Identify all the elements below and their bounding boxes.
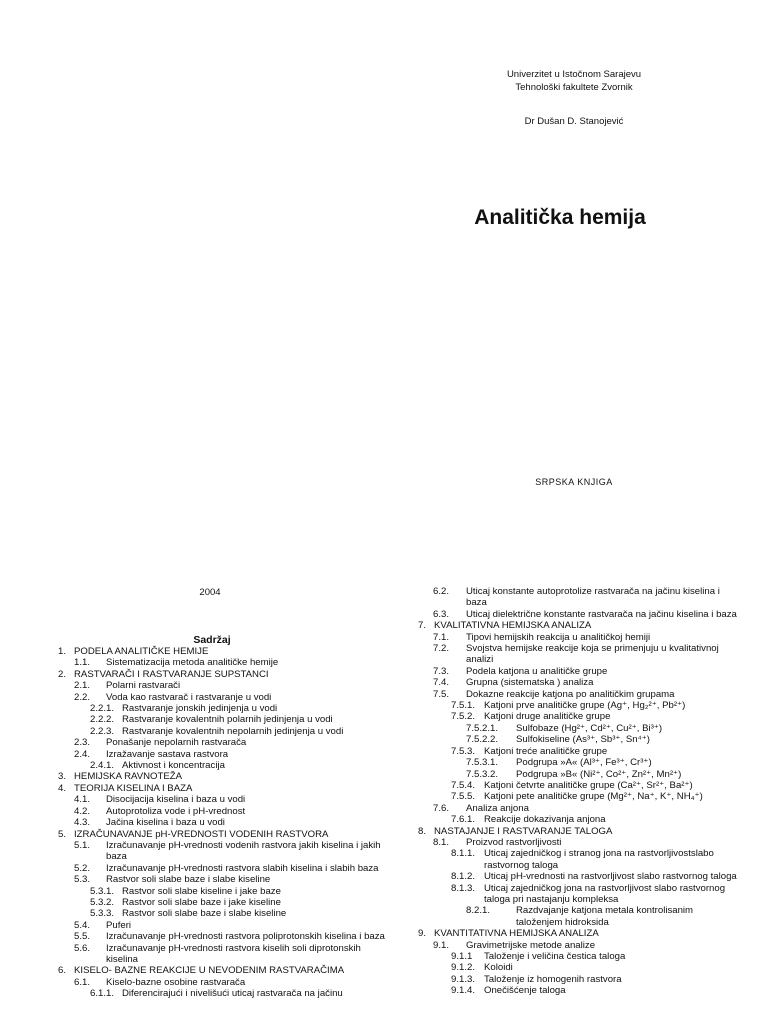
toc-entry-number: 6.3.: [433, 608, 450, 620]
toc-entry-title: Diferencirajući i nivelišući uticaj rastvarača na jačinu: [122, 988, 343, 1000]
toc-entry-title: KISELO- BAZNE REAKCIJE U NEVODENIM RASTVARAČIMA: [74, 965, 345, 977]
toc-entry-title: Izračunavanje pH-vrednosti vodenih rastvora jakih kiselina i jakih baza: [106, 839, 381, 863]
publisher-name: SRPSKA KNJIGA: [535, 477, 613, 487]
toc-entry-number: 9.1.: [433, 939, 450, 951]
toc-entry: [418, 780, 740, 791]
toc-entry-title: IZRAČUNAVANJE pH-VREDNOSTI VODENIH RASTVORA: [74, 828, 329, 840]
toc-entry-number: 2.2.3.: [90, 725, 115, 737]
toc-entry-number: 2.3.: [74, 737, 91, 749]
toc-entry: [60, 737, 390, 748]
toc-entry: [60, 794, 390, 805]
toc-entry-title: Izračunavanje pH-vrednosti rastvora poliprotonskih kiselina i baza: [106, 931, 385, 943]
toc-left-column: [60, 646, 390, 1000]
toc-entry: [418, 666, 740, 677]
toc-entry-title: Rastvaranje jonskih jedinjenja u vodi: [122, 703, 278, 715]
toc-entry: [418, 814, 740, 825]
toc-entry-title: NASTAJANJE I RASTVARANJE TALOGA: [434, 825, 613, 837]
toc-entry-number: 7.5.3.: [451, 745, 476, 757]
toc-entry: [418, 883, 740, 906]
toc-entry-number: 8.1.: [433, 836, 450, 848]
toc-entry-number: 9.1.3.: [451, 973, 476, 985]
toc-entry-number: 2.4.: [74, 748, 91, 760]
toc-entry-number: 2.2.2.: [90, 714, 115, 726]
toc-entry-title: Sulfokiseline (As³⁺, Sb³⁺, Sn⁴⁺): [516, 734, 650, 746]
toc-entry-title: Razdvajanje katjona metala kontrolisanim taloženjem hidroksida: [516, 905, 694, 928]
toc-entry-title: Katjoni pete analitičke grupe (Mg²⁺, Na⁺, K⁺, NH₄⁺): [484, 791, 703, 803]
toc-entry-title: Podela katjona u analitičke grupe: [466, 665, 608, 677]
toc-entry-number: 6.1.: [74, 976, 91, 988]
toc-entry-number: 5.3.: [74, 874, 91, 886]
book-title: Analitička hemija: [474, 206, 646, 229]
toc-entry: [60, 771, 390, 782]
toc-entry-number: 5.2.: [74, 862, 91, 874]
toc-entry: [418, 609, 740, 620]
toc-entry-title: Proizvod rastvorljivosti: [466, 836, 562, 848]
toc-entry-number: 1.: [58, 646, 67, 657]
toc-entry: [418, 791, 740, 802]
toc-entry: [418, 803, 740, 814]
toc-entry-title: Uticaj zajedničkog jona na rastvorljivost slabo rastvornog taloga pri nastajanju kompleksa: [484, 882, 726, 905]
toc-heading: Sadržaj: [193, 634, 231, 646]
toc-entry-number: 5.1.: [74, 839, 91, 851]
toc-entry: [418, 586, 740, 609]
toc-entry-number: 2.2.1.: [90, 703, 115, 715]
author-name: Dr Dušan D. Stanojević: [524, 116, 624, 127]
toc-entry-title: Onečišćenje taloga: [484, 985, 566, 997]
toc-entry-title: Ponašanje nepolarnih rastvarača: [106, 737, 247, 749]
toc-entry-number: 7.5.2.1.: [466, 722, 499, 734]
toc-entry: [418, 905, 740, 928]
faculty-name: Tehnološki fakultete Zvornik: [515, 82, 633, 93]
toc-entry-number: 7.5.3.1.: [466, 757, 499, 769]
toc-entry-title: Podgrupa »B« (Ni²⁺, Co²⁺, Zn²⁺, Mn²⁺): [516, 768, 682, 780]
toc-entry-title: Katjoni treće analitičke grupe: [484, 745, 608, 757]
toc-entry-number: 9.: [418, 928, 427, 940]
toc-entry-title: Rastvor soli slabe baze i jake kiseline: [122, 896, 281, 908]
toc-entry-title: Taloženje i veličina čestica taloga: [484, 951, 626, 962]
toc-entry-number: 9.1.2.: [451, 962, 476, 974]
toc-entry-number: 5.3.3.: [90, 908, 115, 920]
toc-entry-title: Izračunavanje pH-vrednosti rastvora kiselih soli diprotonskih kiselina: [106, 942, 361, 965]
toc-entry: [60, 863, 390, 874]
toc-entry-number: 8.1.3.: [451, 882, 476, 894]
toc-entry-title: Gravimetrijske metode analize: [466, 939, 596, 951]
toc-entry-number: 4.3.: [74, 817, 91, 829]
toc-entry-title: RASTVARAČI I RASTVARANJE SUPSTANCI: [74, 668, 269, 680]
toc-entry: [60, 726, 390, 737]
toc-entry-title: Uticaj pH-vrednosti na rastvorljivost slabo rastvornog taloga: [484, 871, 737, 883]
toc-entry-number: 8.2.1.: [466, 905, 491, 917]
toc-entry: [418, 871, 740, 882]
toc-entry-title: Rastvor soli slabe baze i slabe kiseline: [122, 908, 287, 920]
toc-entry-number: 7.5.4.: [451, 779, 476, 791]
toc-entry-number: 7.5.2.2.: [466, 734, 499, 746]
toc-entry-title: Izražavanje sastava rastvora: [106, 748, 229, 760]
toc-entry: [60, 760, 390, 771]
toc-entry: [418, 677, 740, 688]
toc-entry: [60, 703, 390, 714]
toc-entry: [60, 988, 390, 999]
toc-entry-number: 2.: [58, 668, 67, 680]
toc-entry-title: TEORIJA KISELINA I BAZA: [74, 782, 193, 794]
publication-year: 2004: [199, 587, 221, 598]
toc-entry-title: Podgrupa »A« (Al³⁺, Fe³⁺, Cr³⁺): [516, 757, 652, 769]
toc-entry: [418, 837, 740, 848]
toc-entry-title: Rastvaranje kovalentnih polarnih jedinjenja u vodi: [122, 714, 333, 726]
toc-entry-title: Disocijacija kiselina i baza u vodi: [106, 794, 246, 806]
toc-entry: [418, 689, 740, 700]
toc-entry-title: Polarni rastvarači: [106, 680, 181, 692]
toc-entry-number: 7.3.: [433, 665, 450, 677]
toc-entry-title: Aktivnost i koncentracija: [122, 760, 225, 772]
toc-entry-number: 5.5.: [74, 931, 91, 943]
toc-entry: [418, 951, 740, 962]
toc-entry: [418, 632, 740, 643]
toc-entry: [60, 806, 390, 817]
toc-entry-title: Reakcije dokazivanja anjona: [484, 814, 606, 826]
toc-entry-title: Sistematizacija metoda analitičke hemije: [106, 657, 279, 669]
toc-entry-title: Katjoni prve analitičke grupe (Ag⁺, Hg₂²⁺, Pb²⁺): [484, 700, 686, 712]
toc-entry-number: 8.: [418, 825, 427, 837]
toc-entry-number: 6.: [58, 965, 67, 977]
toc-entry-title: Autoprotoliza vode i pH-vrednost: [106, 805, 246, 817]
toc-entry-number: 7.6.: [433, 802, 450, 814]
toc-entry: [60, 943, 390, 966]
toc-entry-number: 8.1.2.: [451, 871, 476, 883]
toc-entry: [60, 965, 390, 976]
toc-entry: [418, 848, 740, 871]
toc-entry-number: 6.2.: [433, 586, 450, 597]
toc-entry-title: Rastvor soli slabe kiseline i jake baze: [122, 885, 281, 897]
toc-right-column: [418, 586, 740, 997]
toc-entry-number: 7.5.3.2.: [466, 768, 499, 780]
toc-entry-title: HEMIJSKA RAVNOTEŽA: [74, 771, 183, 783]
toc-entry: [60, 920, 390, 931]
toc-entry-title: Dokazne reakcije katjona po analitičkim grupama: [466, 688, 675, 700]
toc-entry: [60, 874, 390, 885]
toc-entry-number: 7.2.: [433, 643, 450, 655]
toc-entry-number: 2.4.1.: [90, 760, 115, 772]
toc-entry: [60, 886, 390, 897]
toc-entry: [418, 940, 740, 951]
toc-entry: [60, 829, 390, 840]
toc-entry-title: Koloidi: [484, 962, 513, 974]
toc-entry: [60, 680, 390, 691]
toc-entry-number: 7.6.1.: [451, 814, 476, 826]
toc-entry-title: Kiselo-bazne osobine rastvarača: [106, 976, 246, 988]
toc-entry-number: 7.5.2.: [451, 711, 476, 723]
toc-entry: [418, 711, 740, 722]
toc-entry: [418, 700, 740, 711]
toc-entry-number: 7.: [418, 620, 427, 632]
toc-entry-number: 7.5.1.: [451, 700, 476, 712]
toc-entry: [418, 826, 740, 837]
toc-entry-number: 6.1.1.: [90, 988, 115, 1000]
toc-entry-number: 7.5.: [433, 688, 450, 700]
toc-entry-title: Tipovi hemijskih reakcija u analitičkoj hemiji: [466, 631, 651, 643]
toc-entry-title: Izračunavanje pH-vrednosti rastvora slabih kiselina i slabih baza: [106, 862, 379, 874]
toc-entry-title: Uticaj zajedničkog i stranog jona na rastvorljivostslabo rastvornog taloga: [484, 848, 714, 871]
toc-entry-title: Analiza anjona: [466, 802, 529, 814]
toc-entry-number: 7.5.5.: [451, 791, 476, 803]
toc-entry-title: Sulfobaze (Hg²⁺, Cd²⁺, Cu²⁺, Bi³⁺): [516, 722, 663, 734]
toc-entry: [60, 714, 390, 725]
toc-entry-title: Jačina kiselina i baza u vodi: [106, 817, 225, 829]
cover-institution: [190, 68, 768, 94]
toc-entry-number: 4.: [58, 782, 67, 794]
toc-entry-title: Uticaj dielektrične konstante rastvarača na jačinu kiselina i baza: [466, 608, 737, 620]
toc-entry: [418, 769, 740, 780]
toc-entry: [418, 985, 740, 996]
toc-entry-title: Uticaj konstante autoprotolize rastvarača na jačinu kiselina i baza: [466, 586, 720, 609]
toc-entry: [418, 734, 740, 745]
toc-entry-title: Taloženje iz homogenih rastvora: [484, 973, 622, 985]
toc-entry-title: Rastvor soli slabe baze i slabe kiseline: [106, 874, 271, 886]
toc-entry-title: Grupna (sistematska ) analiza: [466, 677, 594, 689]
toc-entry-number: 9.1.1: [451, 951, 473, 962]
toc-entry: [60, 977, 390, 988]
toc-entry: [60, 749, 390, 760]
toc-entry: [418, 620, 740, 631]
toc-entry-number: 5.3.2.: [90, 896, 115, 908]
toc-entry: [418, 962, 740, 973]
toc-entry: [60, 646, 390, 657]
toc-entry-number: 8.1.1.: [451, 848, 476, 860]
toc-entry: [60, 692, 390, 703]
toc-entry: [60, 669, 390, 680]
toc-entry-title: PODELA ANALITIČKE HEMIJE: [74, 646, 209, 657]
toc-entry-number: 5.4.: [74, 919, 91, 931]
university-name: Univerzitet u Istočnom Sarajevu: [506, 69, 642, 80]
toc-entry: [60, 817, 390, 828]
toc-entry-title: KVALITATIVNA HEMIJSKA ANALIZA: [434, 620, 592, 632]
toc-entry-number: 1.1.: [74, 657, 91, 669]
toc-entry-number: 2.2.: [74, 691, 91, 703]
toc-entry-title: Katjoni druge analitičke grupe: [484, 711, 611, 723]
toc-entry-number: 5.3.1.: [90, 885, 115, 897]
toc-entry-title: Voda kao rastvarač i rastvaranje u vodi: [106, 691, 272, 703]
toc-entry: [418, 757, 740, 768]
toc-entry-number: 7.1.: [433, 631, 450, 643]
toc-entry-number: 4.2.: [74, 805, 91, 817]
toc-entry: [60, 783, 390, 794]
toc-entry-title: Puferi: [106, 919, 132, 931]
toc-entry-title: KVANTITATIVNA HEMIJSKA ANALIZA: [434, 928, 599, 940]
toc-entry-number: 9.1.4.: [451, 985, 476, 997]
toc-entry-number: 2.1.: [74, 680, 91, 692]
toc-entry: [60, 657, 390, 668]
toc-entry: [418, 723, 740, 734]
toc-entry: [418, 643, 740, 666]
toc-entry-number: 4.1.: [74, 794, 91, 806]
toc-entry-number: 5.6.: [74, 942, 91, 954]
toc-entry: [60, 931, 390, 942]
toc-entry: [418, 974, 740, 985]
toc-entry-number: 5.: [58, 828, 67, 840]
toc-entry: [60, 908, 390, 919]
toc-entry: [60, 897, 390, 908]
toc-entry: [418, 746, 740, 757]
toc-entry: [60, 840, 390, 863]
toc-entry-number: 3.: [58, 771, 67, 783]
toc-entry-title: Katjoni četvrte analitičke grupe (Ca²⁺, Sr²⁺, Ba²⁺): [484, 779, 693, 791]
toc-entry: [418, 928, 740, 939]
toc-entry-number: 7.4.: [433, 677, 450, 689]
toc-entry-title: Rastvaranje kovalentnih nepolarnih jedinjenja u vodi: [122, 725, 344, 737]
toc-entry-title: Svojstva hemijske reakcije koja se primenjuju u kvalitativnoj analizi: [466, 643, 719, 666]
